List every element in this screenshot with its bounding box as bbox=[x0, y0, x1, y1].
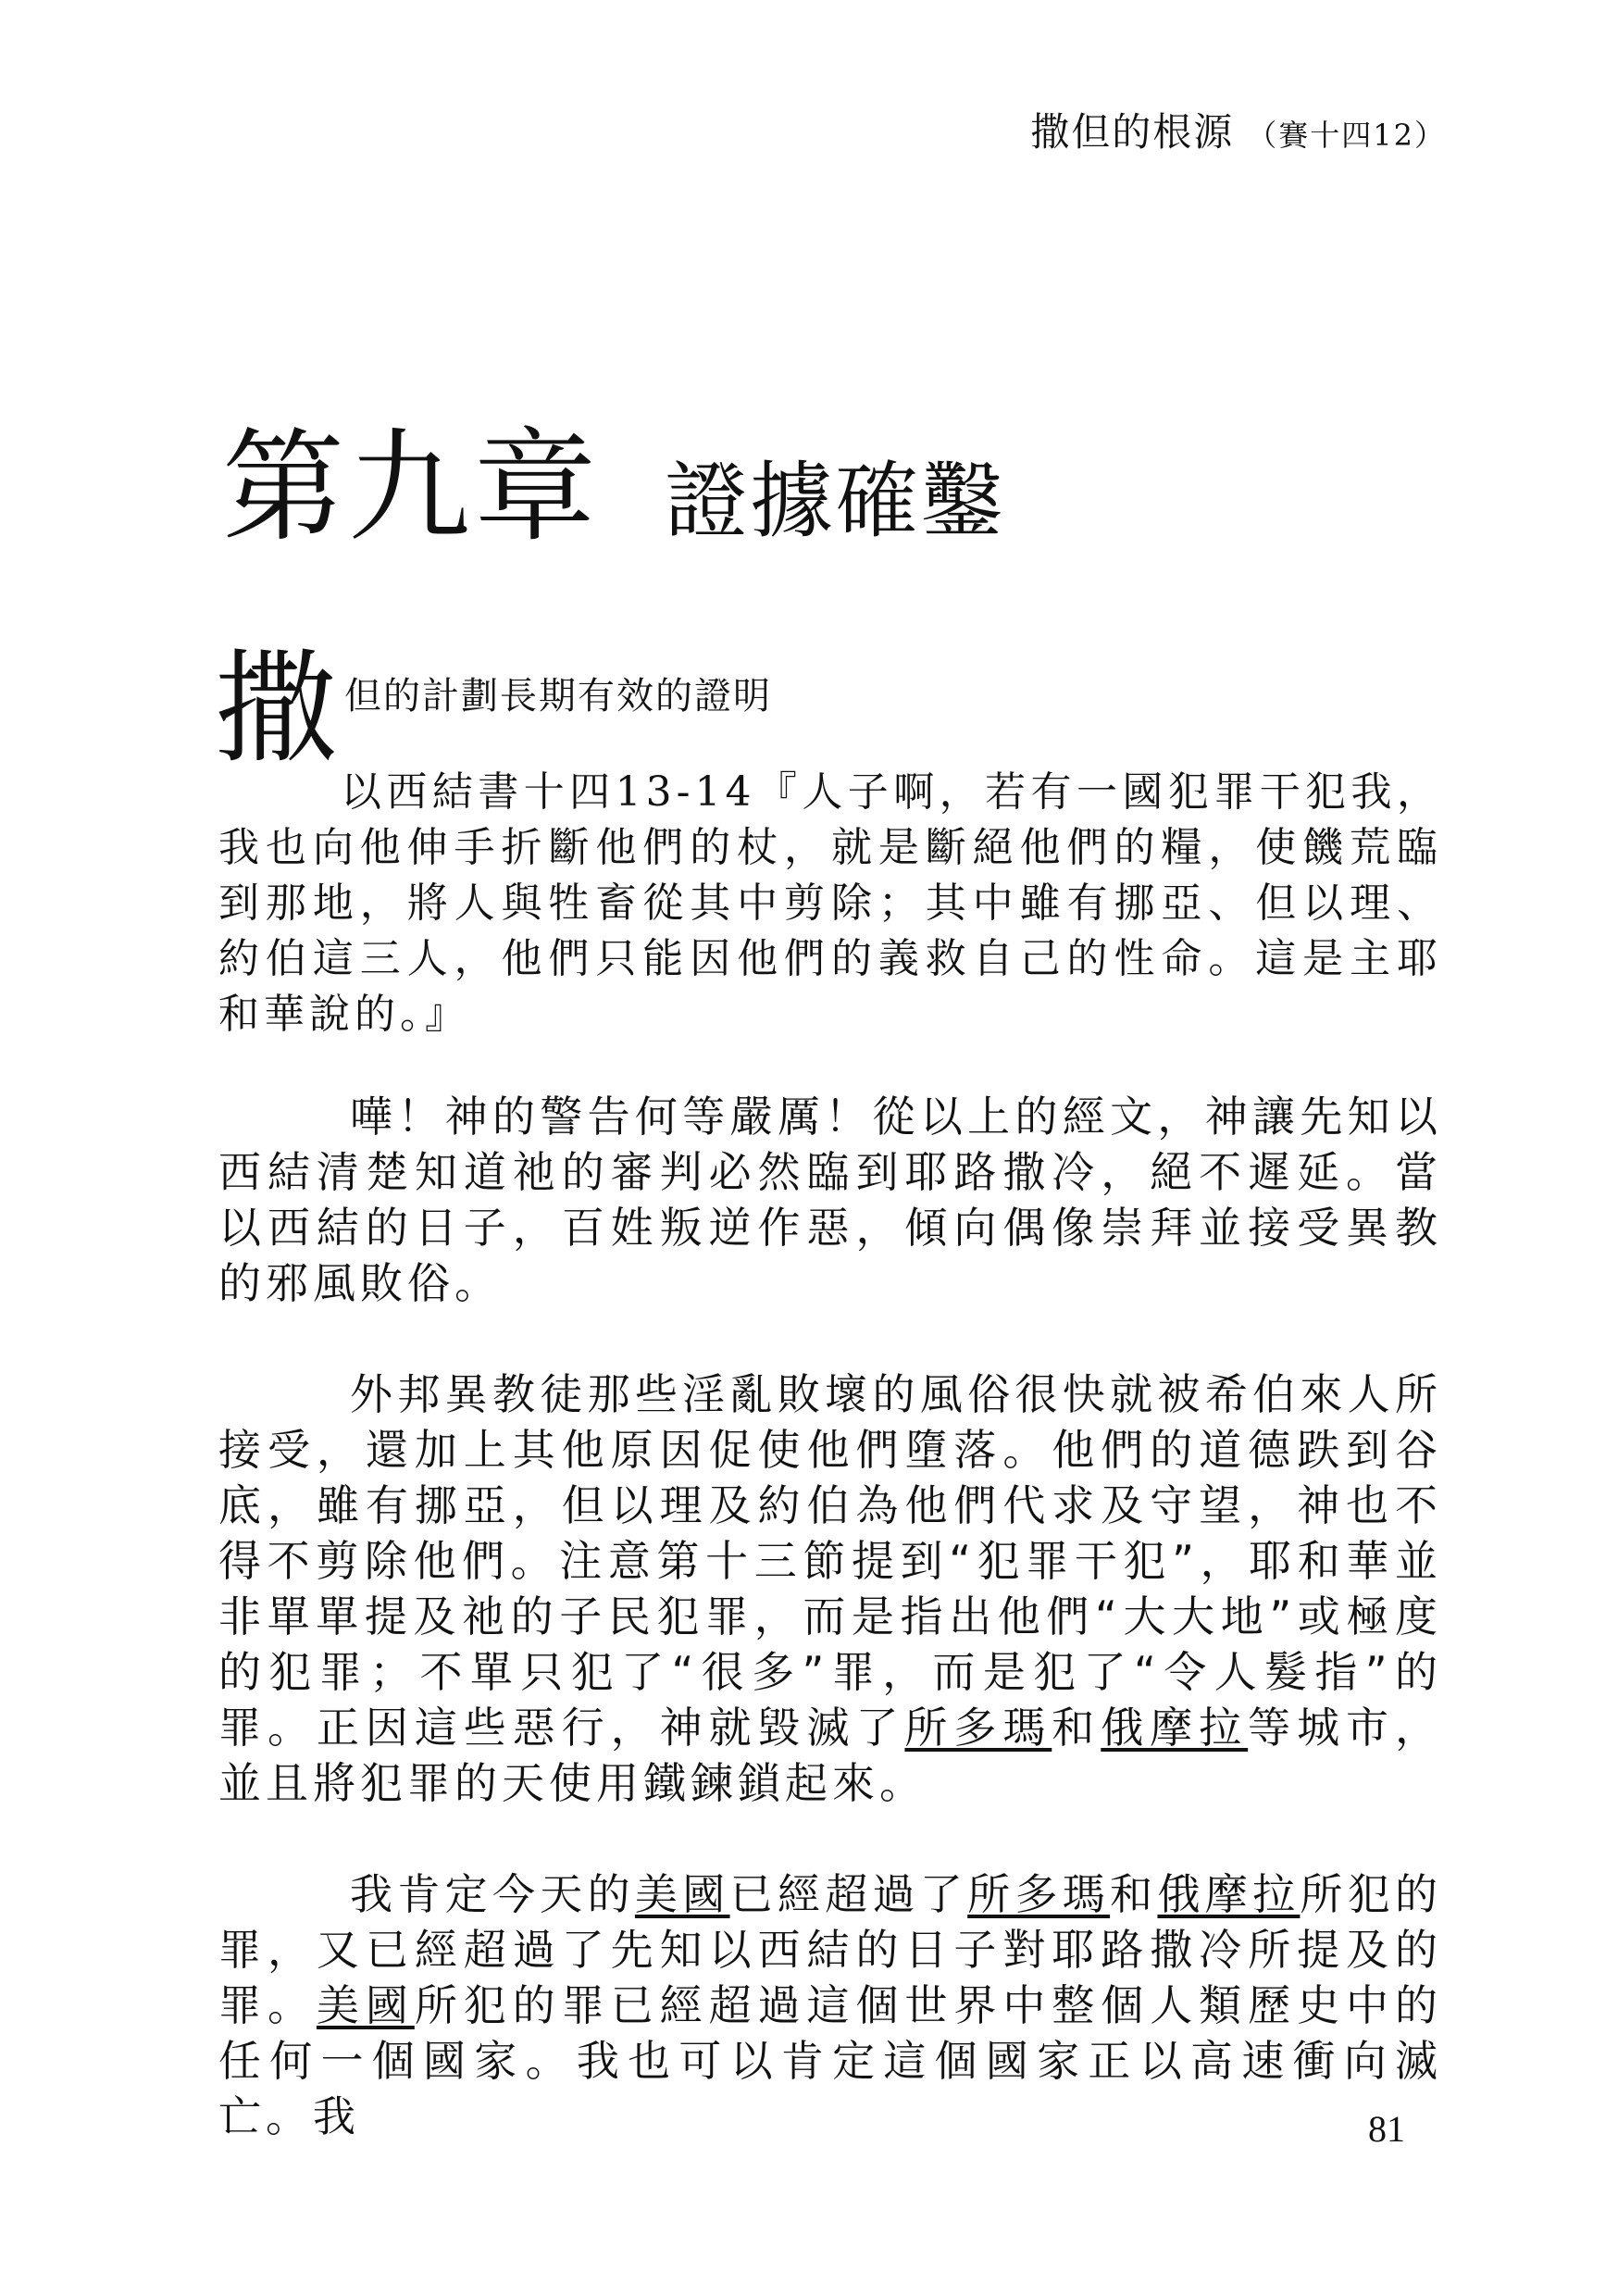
paragraph-2-text-a: 外邦異教徒那些淫亂敗壞的風俗很快就被希伯來人所接受，還加上其他原因促使他們墮落。他們的道德跌到谷底，雖有挪亞，但以理及約伯為他們代求及守望，神也不得不剪除他們。注意第十三節提到“犯罪干犯”，耶和華並非單單提及祂的子民犯罪，而是指出他們“大大地”或極度的犯罪；不單只犯了“很多”罪，而是犯了“令人髮指”的罪。正因這些惡行，神就毀滅了 bbox=[218, 1369, 1442, 1753]
paragraph-2-text-b: 和 bbox=[1052, 1703, 1101, 1753]
chapter-number: 第九章 bbox=[222, 417, 600, 559]
paragraph-3-text-a: 我肯定今天的 bbox=[350, 1869, 635, 1919]
chapter-heading bbox=[222, 389, 1005, 565]
place-name-gomorrah: 俄摩拉 bbox=[1157, 1869, 1301, 1919]
header-title: 撒但的根源 bbox=[1030, 109, 1235, 155]
place-name-gomorrah: 俄摩拉 bbox=[1101, 1703, 1249, 1753]
paragraph-3-text-b: 已經超過了 bbox=[729, 1869, 968, 1919]
paragraph-3-text-c: 和 bbox=[1110, 1869, 1158, 1919]
paragraph-3 bbox=[218, 1866, 1442, 2144]
paragraph-2-text-c: 等城市，並且將犯罪的天使用鐵鍊鎖起來。 bbox=[218, 1703, 1443, 1808]
header-reference: （賽十四12） bbox=[1247, 118, 1446, 153]
running-header bbox=[1030, 102, 1446, 157]
chapter-title: 證據確鑿 bbox=[665, 453, 1005, 550]
section-subtitle: 但的計劃長期有效的證明 bbox=[344, 675, 772, 718]
paragraph-2 bbox=[218, 1366, 1442, 1811]
paragraph-1: 嘩！神的警告何等嚴厲！從以上的經文，神讓先知以西結清楚知道祂的審判必然臨到耶路撒冷，絕不遲延。當以西結的日子，百姓叛逆作惡，傾向偶像崇拜並接受異教的邪風敗俗。 bbox=[218, 1092, 1442, 1308]
page-number: 81 bbox=[1368, 2108, 1405, 2150]
place-name-sodom: 所多瑪 bbox=[904, 1703, 1052, 1753]
place-name-america: 美國 bbox=[634, 1869, 730, 1919]
drop-cap: 撒 bbox=[215, 638, 337, 780]
paragraph-3-text-e: 所犯的罪已經超過這個世界中整個人類歷史中的任何一個國家。我也可以肯定這個國家正以高速衝向滅亡。我 bbox=[218, 1980, 1443, 2141]
paragraph-3-text-d: 所犯的罪，又已經超過了先知以西結的日子對耶路撒冷所提及的罪。 bbox=[218, 1869, 1443, 2030]
place-name-sodom: 所多瑪 bbox=[967, 1869, 1111, 1919]
place-name-america: 美國 bbox=[316, 1980, 415, 2030]
scripture-quote: 以西結書十四13-14『人子啊，若有一國犯罪干犯我，我也向他伸手折斷他們的杖，就是斷絕他們的糧，使饑荒臨到那地，將人與牲畜從其中剪除；其中雖有挪亞、但以理、約伯這三人，他們只能因他們的義救自己的性命。這是主耶和華說的。』 bbox=[218, 768, 1442, 1038]
